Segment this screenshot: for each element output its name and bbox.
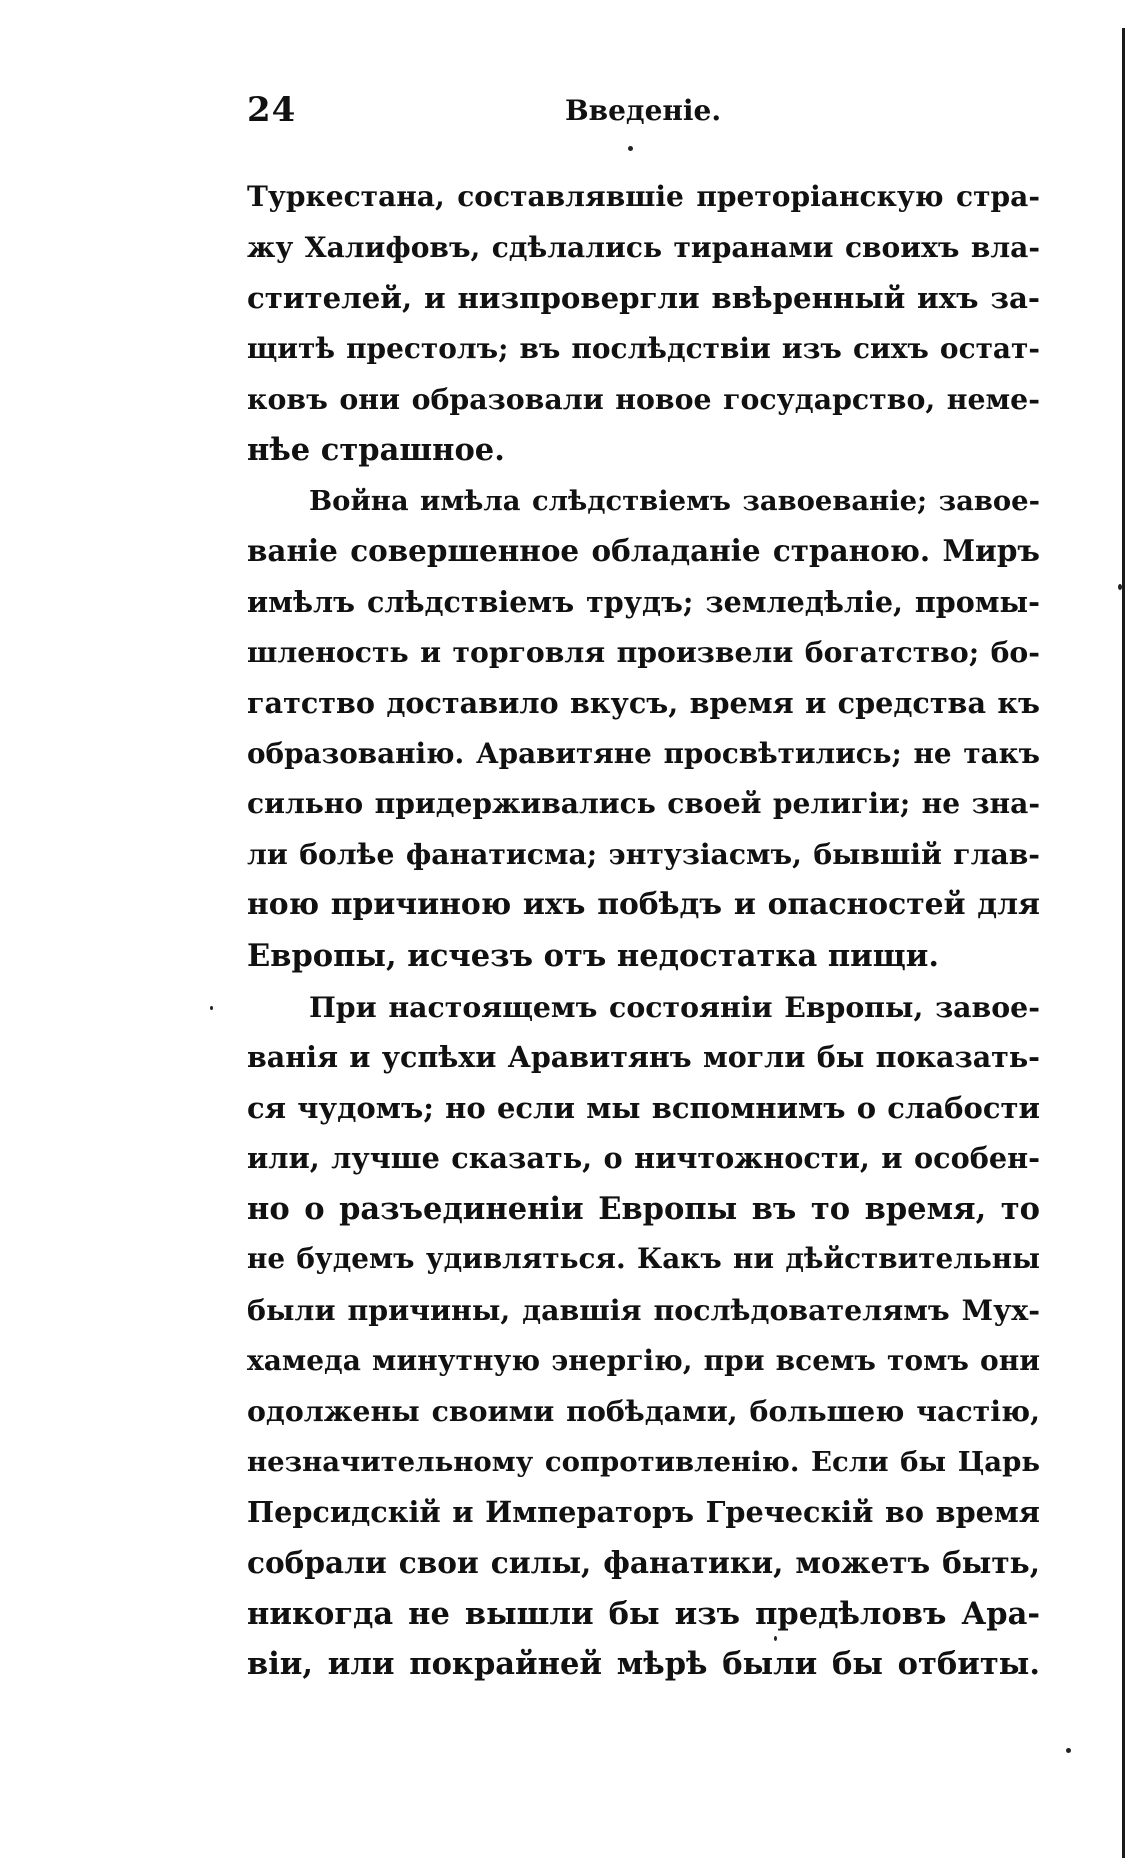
text-line: сильно придерживались своей религiи; не зна- <box>247 787 1040 821</box>
text-line: При настоящемъ состоянiи Европы, завое- <box>309 989 1040 1024</box>
text-line: ковъ они образовали новое государство, неме- <box>247 382 1040 417</box>
body-text <box>247 172 1040 1690</box>
ink-speck <box>210 1006 213 1010</box>
paragraph-2 <box>247 476 1040 982</box>
text-line: не будемъ удивляться. Какъ ни дѣйствительны <box>247 1242 1040 1276</box>
page-edge-line <box>1122 28 1125 1858</box>
paragraph-3 <box>247 982 1040 1690</box>
text-line: но о разъединенiи Европы въ то время, то <box>247 1190 1040 1227</box>
text-line: ли болѣе фанатисма; энтузiасмъ, бывшiй глав- <box>247 837 1040 871</box>
paragraph-1 <box>247 172 1040 476</box>
text-line: ванiя и успѣхи Аравитянъ могли бы показать- <box>247 1040 1040 1075</box>
text-line: одолжены своими побѣдами, большею частiю, <box>247 1394 1040 1429</box>
text-line: никогда не вышли бы изъ предѣловъ Ара- <box>247 1595 1040 1632</box>
running-head: Введенiе. <box>565 94 722 127</box>
text-line: стителей, и низпровергли ввѣренный ихъ за- <box>247 281 1040 316</box>
text-line: ванiе совершенное обладанiе страною. Миръ <box>247 533 1040 569</box>
page-number: 24 <box>247 90 297 130</box>
page-header <box>247 90 1037 150</box>
text-line: ся чудомъ; но если мы вспомнимъ о слабости <box>247 1090 1040 1125</box>
text-line: незначительному сопротивленiю. Если бы Царь <box>247 1445 1040 1478</box>
text-line: Война имѣла слѣдствiемъ завоеванiе; завое- <box>309 484 1040 517</box>
ink-speck <box>1118 584 1122 590</box>
ink-speck <box>1066 1748 1071 1753</box>
text-line: имѣлъ слѣдствiемъ трудъ; земледѣлiе, промы- <box>247 584 1040 619</box>
text-line: нѣе страшное. <box>247 431 505 468</box>
text-line: Персидскiй и Императоръ Греческiй во время <box>247 1495 1040 1530</box>
text-line: хамеда минутную энергiю, при всемъ томъ они <box>247 1343 1040 1377</box>
text-line: Туркестана, составлявшiе преторiанскую стра- <box>247 180 1040 213</box>
text-line: образованiю. Аравитяне просвѣтились; не такъ <box>247 736 1040 770</box>
text-line: гатство доставило вкусъ, время и средства къ <box>247 685 1040 720</box>
text-line: щитѣ престолъ; въ послѣдствiи изъ сихъ остат- <box>247 331 1040 365</box>
text-line: жу Халифовъ, сдѣлались тиранами своихъ вла- <box>247 230 1040 264</box>
text-line: вiи, или покрайней мѣрѣ были бы отбиты. <box>247 1646 1040 1683</box>
text-line: ною причиною ихъ побѣдъ и опасностей для <box>247 887 1040 923</box>
text-line: Европы, исчезъ отъ недостатка пищи. <box>247 937 940 974</box>
text-line: собрали свои силы, фанатики, можетъ быть, <box>247 1545 1040 1581</box>
text-line: шленость и торговля произвели богатство; бо- <box>247 635 1040 670</box>
text-line: были причины, давшiя послѣдователямъ Мух- <box>247 1293 1040 1328</box>
text-line: или, лучше сказать, о ничтожности, и особен- <box>247 1141 1040 1176</box>
